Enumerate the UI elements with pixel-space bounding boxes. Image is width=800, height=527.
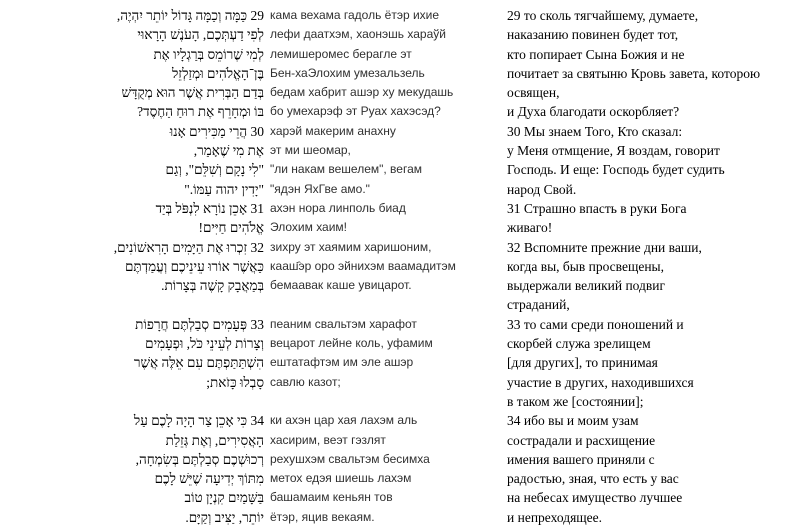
hebrew-line: לְפִי דַעְתְּכֶם, הָעֹנֶשׁ הָרָאוּי (137, 27, 264, 43)
hebrew-line: לְמִי שֶׁרוֹמֵס בְּרַגְלָיו אֶת (153, 46, 264, 62)
hebrew-line: "לִי נָקָם וְשִׁלֵּם", וְגַם (165, 162, 264, 178)
russian-line: Господь. И еще: Господь будет судить (507, 162, 725, 178)
russian-translation-column (507, 6, 797, 527)
hebrew-line: הִשְׁתַּתַּפְתֶּם עִם אֵלֶּה אֲשֶׁר (133, 355, 264, 371)
russian-line: народ Свой. (507, 181, 577, 197)
transliteration-line: башамаим кеньян тов (270, 490, 393, 505)
transliteration-line: вецарот лейне коль, уфамим (270, 336, 433, 351)
transliteration-line: рехушхэм свальтэм бесимха (270, 451, 430, 466)
hebrew-line: 29 כַּמָּה וְכַמָּה גָּדוֹל יוֹתֵר יִהְיֶה, (116, 8, 264, 23)
russian-line: у Меня отмщение, Я воздам, говорит (507, 143, 720, 159)
russian-line: освящен, (507, 85, 560, 101)
blank-line (270, 392, 495, 411)
blank-line (0, 295, 264, 314)
russian-line: 34 ибо вы и моим узам (507, 413, 639, 429)
transliteration-line: кааш҄эр оро эйнихэм ваамадитэм (270, 258, 456, 273)
russian-line: 30 Мы знаем Того, Кто сказал: (507, 123, 683, 139)
transliteration-line: бедам хабрит ашэр ху мекудашь (270, 85, 454, 100)
transliteration-line: метох едэя шиешь лахэм (270, 471, 412, 486)
russian-line: 29 то сколь тягчайшему, думаете, (507, 8, 699, 23)
russian-line: участие в других, находившихся (507, 374, 694, 390)
hebrew-line: סָבְלוּ כָּזֹאת; (206, 374, 264, 390)
hebrew-line: 33 פְּעָמִים סְבַלְתֶּם חֲרָפוֹת (135, 316, 264, 332)
russian-line: и непреходящее. (507, 509, 603, 525)
hebrew-line: בַּשָּׁמַיִם קִנְיָן טוֹב (184, 490, 264, 506)
blank-line (0, 392, 264, 411)
hebrew-line: וְצָרוֹת לְעֵינֵי כֹּל, וּפְעָמִים (145, 336, 264, 352)
russian-line: на небесах имущество лучшее (507, 490, 683, 506)
hebrew-line: כַּאֲשֶׁר אוֹרוּ עֵינֵיכֶם וְעֲמַדְתֶּם (124, 258, 264, 274)
hebrew-line: 30 הֲרֵי מַכִּירִים אָנוּ (169, 123, 264, 139)
transliteration-line: зихру эт хаямим харишоним, (270, 239, 432, 254)
hebrew-line: בֶּן־הָאֱלֹהִים וּמְזַלְזֵל (171, 65, 264, 81)
russian-line: наказанию повинен будет тот, (507, 27, 679, 43)
transliteration-column (270, 6, 495, 527)
hebrew-text-column (0, 6, 264, 527)
blank-line (270, 295, 495, 314)
hebrew-line: אֶת מִי שֶׁאָמַר, (193, 143, 264, 159)
russian-line: скорбей служа зрелищем (507, 336, 651, 352)
russian-line: страданий, (507, 297, 570, 313)
transliteration-line: савлю казот; (270, 374, 341, 389)
transliteration-line: бо умехарэф эт Руах хахэсэд? (270, 104, 441, 119)
transliteration-line: пеаним свальтэм харафот (270, 316, 417, 331)
transliteration-line: хасирим, веэт гэзлят (270, 432, 386, 447)
russian-line: имения вашего приняли с (507, 451, 655, 467)
transliteration-line: ки ахэн цар хая лахэм аль (270, 413, 418, 428)
russian-line: когда вы, быв просвещены, (507, 258, 665, 274)
russian-line: радостью, зная, что есть у вас (507, 471, 679, 487)
transliteration-line: лефи даатхэм, хаонэшь хараўй (270, 27, 446, 42)
transliteration-line: Элохим хаим! (270, 220, 348, 235)
transliteration-line: ётэр, яцив векаям. (270, 509, 375, 524)
transliteration-line: ахэн нора линполь биад (270, 200, 406, 215)
russian-line: и Духа благодати оскорбляет? (507, 104, 680, 120)
hebrew-line: אֱלֹהִים חַיִּים! (198, 220, 264, 236)
hebrew-line: הָאֲסִירִים, וְאֶת גְּזֵלַת (165, 432, 264, 448)
russian-line: 32 Вспомните прежние дни ваши, (507, 239, 702, 255)
hebrew-line: 31 אָכֵן נוֹרָא לִנְפֹּל בְּיַד (155, 200, 264, 216)
hebrew-line: מִתּוֹךְ יְדִיעָה שֶׁיֵּשׁ לָכֶם (154, 471, 264, 487)
russian-line: 31 Страшно впасть в руки Бога (507, 200, 687, 216)
transliteration-line: кама вехама гадоль ётэр ихие (270, 8, 440, 22)
hebrew-line: 34 כִּי אָכֵן צַר הָיָה לָכֶם עַל (133, 413, 264, 429)
russian-line: живаго! (507, 220, 553, 236)
hebrew-line: 32 זִכְרוּ אֶת הַיָּמִים הָרִאשׁוֹנִים, (113, 239, 264, 255)
russian-line: почитает за святыню Кровь завета, которою (507, 65, 761, 81)
hebrew-line: "יָדִין יהוה עַמּוֹ." (184, 181, 264, 197)
transliteration-line: ештатафтэм им эле ашэр (270, 355, 414, 370)
hebrew-line: בְּדַם הַבְּרִית אֲשֶׁר הוּא מְקֻדָּשׁ (121, 85, 264, 101)
russian-line: в таком же [состоянии]; (507, 393, 644, 409)
hebrew-line: רְכוּשְׁכֶם סְבַלְתֶּם בְּשִׂמְחָה, (135, 451, 264, 467)
hebrew-line: יוֹתֵר, יַצִּיב וְקַיָּם. (185, 509, 264, 525)
russian-line: 33 то сами среди поношений и (507, 316, 684, 332)
transliteration-line: лемишеромес берагле эт (270, 46, 412, 61)
transliteration-line: харэй макерим анахну (270, 123, 396, 138)
transliteration-line: эт ми шеомар, (270, 143, 351, 158)
hebrew-line: בְּמַאֲבָק קָשֶׁה בְּצָרוֹת. (161, 278, 264, 294)
hebrew-line: בּוֹ וּמְחָרֵף אֶת רוּחַ הַחֶסֶד? (137, 104, 264, 120)
transliteration-line: бемаавак каше увицарот. (270, 278, 412, 293)
transliteration-line: Бен-хаЭлохим умезальзель (270, 65, 425, 80)
russian-line: кто попирает Сына Божия и не (507, 46, 685, 62)
transliteration-line: "ли накам вешелем", вегам (270, 162, 422, 177)
russian-line: выдержали великий подвиг (507, 278, 666, 294)
transliteration-line: "ядэн ЯхГве амо." (270, 181, 370, 196)
russian-line: сострадали и расхищение (507, 432, 656, 448)
russian-line: [для других], то принимая (507, 355, 658, 371)
